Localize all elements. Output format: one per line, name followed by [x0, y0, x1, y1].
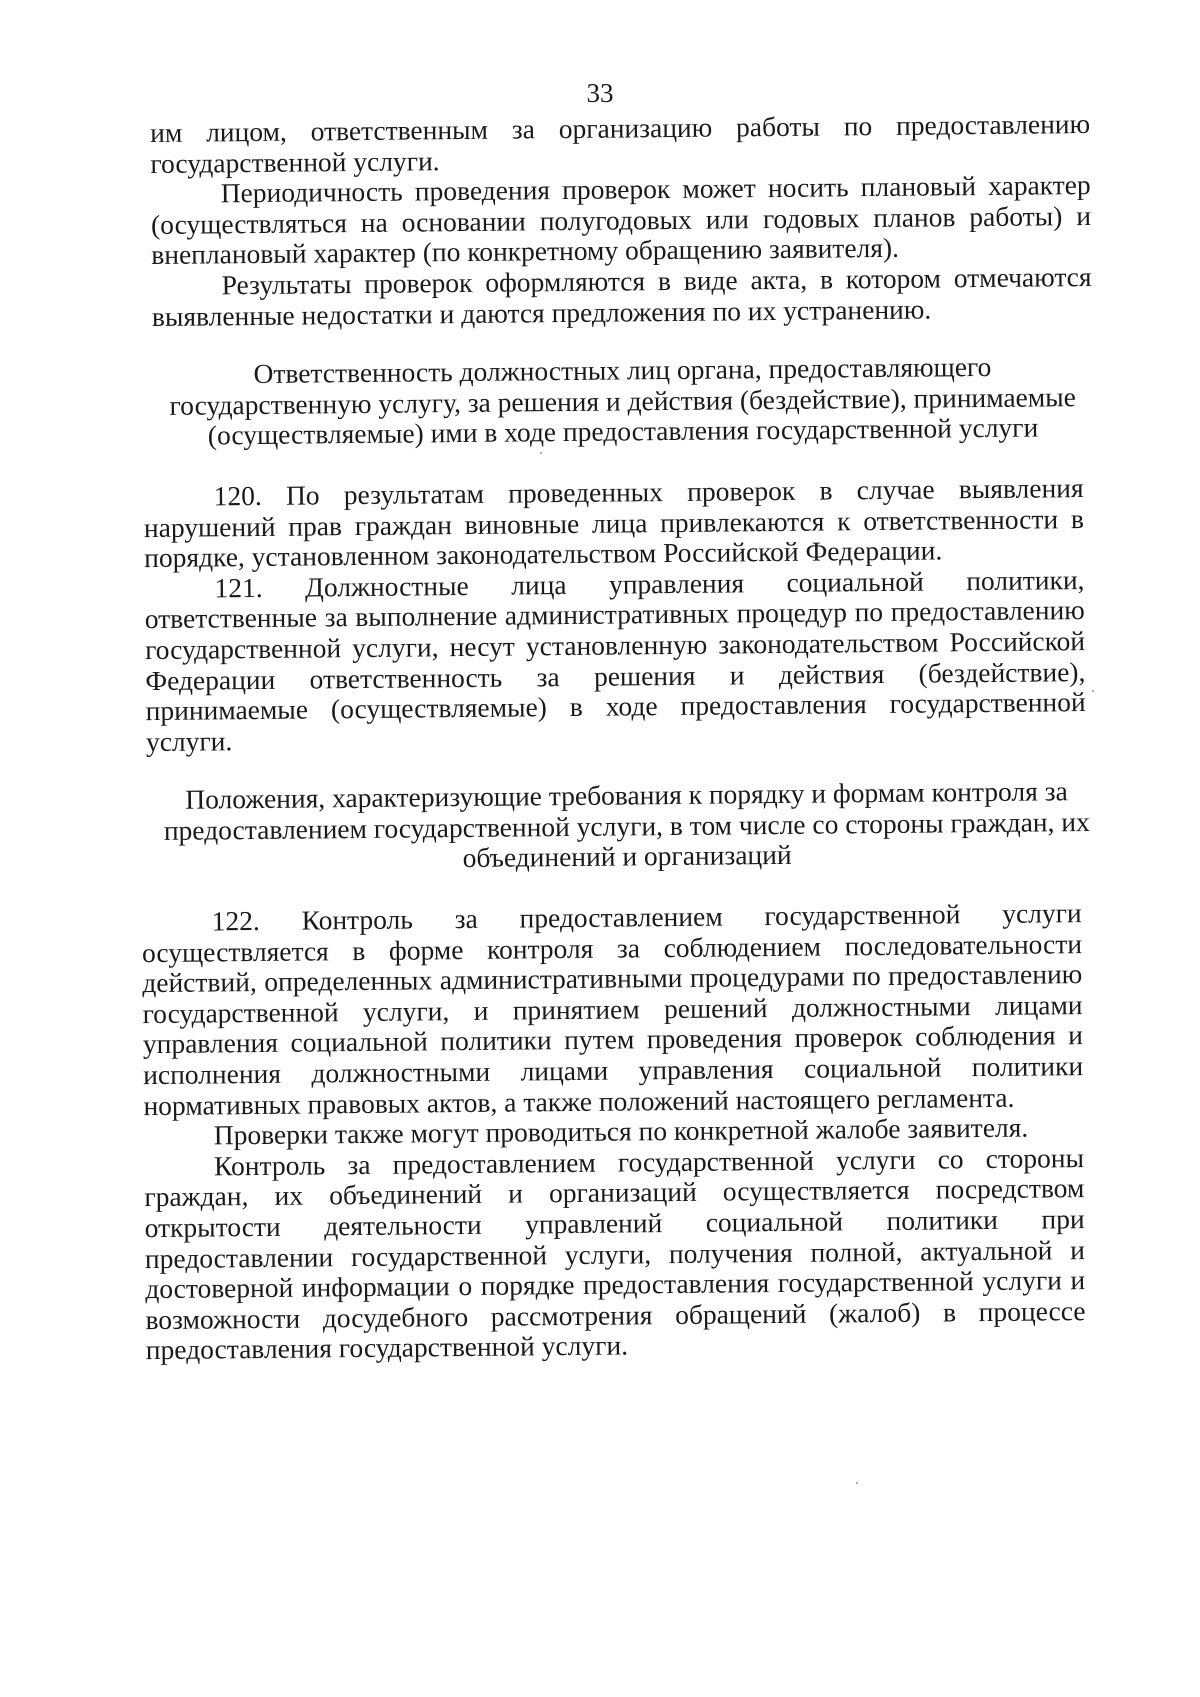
- section-heading-control-provisions: Положения, характеризующие требования к порядку и формам контроля за предоставлением государственной услуги, в том числе со стороны граждан, их объединений и организаций: [163, 775, 1090, 874]
- paragraph-results: Результаты проверок оформляются в виде акта, в котором отмечаются выявленные недостатки и даются предложения по их устранению.: [151, 260, 1092, 332]
- scan-speck: [856, 1482, 858, 1484]
- page-number: 33: [586, 78, 614, 108]
- paragraph-122: 122. Контроль за предоставлением государственной услуги осуществляется в форме контроля за соблюдением последовательности действий, определенных административными процедурами по предоставлению государственной услуги, и принятием решений должностными лицами управления социальной политики путем проведения проверок соблюдения и исполнения должностными лицами управления социальной политики нормативных правовых актов, а также положений настоящего регламента.: [141, 897, 1084, 1121]
- paragraph-complaint-checks: Проверки также могут проводиться по конкретной жалобе заявителя.: [213, 1111, 1029, 1151]
- section-heading-responsibility: Ответственность должностных лиц органа, предоставляющего государственную услугу, за решения и действия (бездействие), принимаемые (осуществляемые) ими в ходе предоставления государственной услуги: [169, 351, 1077, 451]
- paragraph-121: 121. Должностные лица управления социальной политики, ответственные за выполнение административных процедур по предоставлению государственной услуги, несут установленную законодательством Российской Федерации ответственность за решения и действия (бездействие), принимаемые (осуществляемые) в ходе предоставления государственной услуги.: [144, 563, 1086, 757]
- scan-speck: [540, 452, 542, 454]
- paragraph-periodicity: Периодичность проведения проверок может носить плановый характер (осуществляться на основании полугодовых или годовых планов работы) и внеплановый характер (по конкретному обращению заявителя).: [150, 169, 1092, 271]
- document-body: [141, 107, 1102, 1366]
- paragraph-continuation: им лицом, ответственным за организацию работы по предоставлению государственной услуги.: [149, 107, 1091, 179]
- scan-speck: [1092, 690, 1094, 692]
- paragraph-120: 120. По результатам проведенных проверок в случае выявления нарушений прав граждан виновные лица привлекаются к ответственности в порядке, установленном законодательством Российской Федерации.: [143, 471, 1085, 574]
- paragraph-citizen-control: Контроль за предоставлением государственной услуги со стороны граждан, их объединений и организаций осуществляется посредством открытости деятельности управлений социальной политики при предоставлении государственной услуги, получения полной, актуальной и достоверной информации о порядке предоставления государственной услуги и возможности досудебного рассмотрения обращений (жалоб) в процессе предоставления государственной услуги.: [144, 1141, 1086, 1366]
